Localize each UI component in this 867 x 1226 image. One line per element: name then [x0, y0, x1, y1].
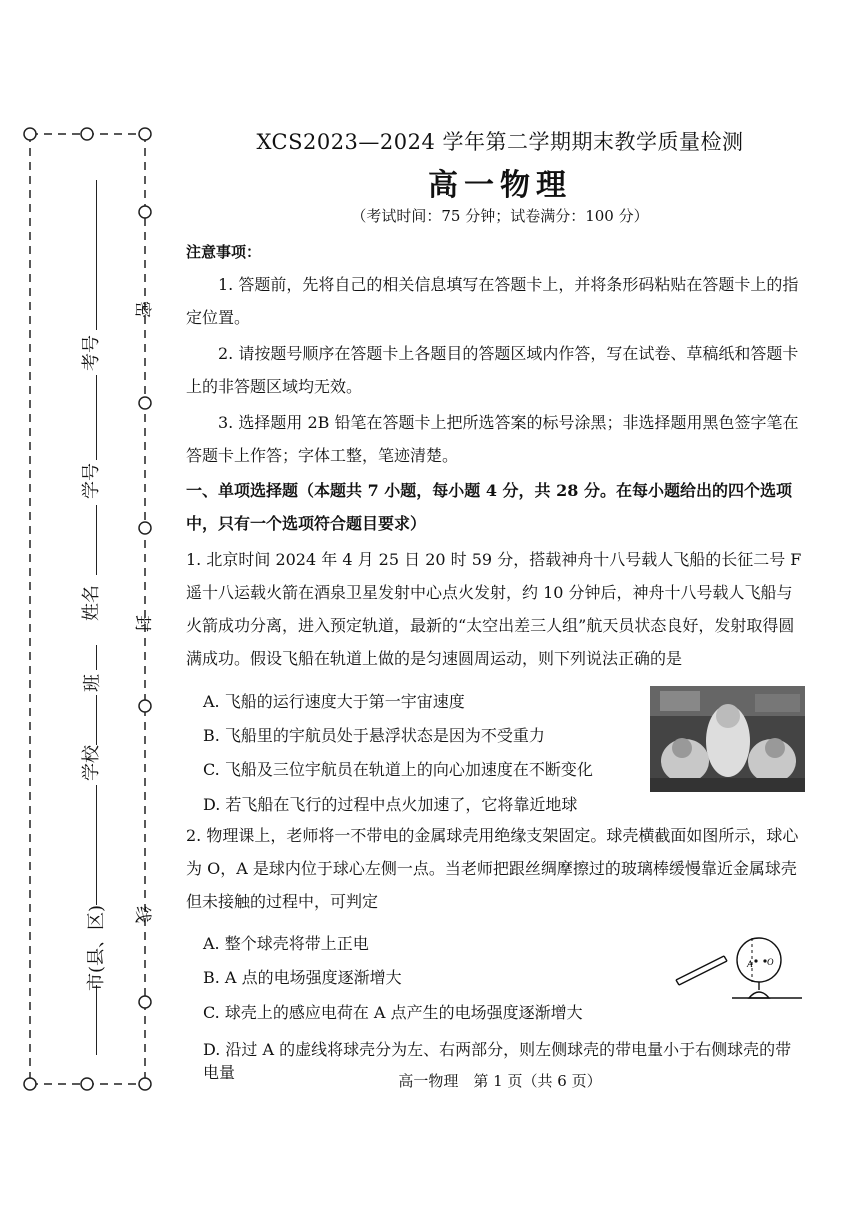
- field-city-county: 市(县、区): [86, 904, 108, 992]
- q2-option-c: C. 球壳上的感应电荷在 A 点产生的电场强度逐渐增大: [203, 1003, 583, 1022]
- field-exam-number: 考号: [81, 335, 102, 371]
- seal-word-xian: 线: [132, 906, 152, 923]
- seal-word-mi: 密: [132, 301, 152, 318]
- astronaut-photo: [650, 686, 805, 792]
- q2-option-a: A. 整个球壳将带上正电: [203, 934, 369, 953]
- exam-title: XCS2023—2024 学年第二学期期末教学质量检测: [256, 130, 744, 154]
- seal-word-feng: 封: [132, 615, 152, 632]
- q1-option-c: C. 飞船及三位宇航员在轨道上的向心加速度在不断变化: [203, 760, 593, 779]
- question-1-stem: 1. 北京时间 2024 年 4 月 25 日 20 时 59 分，搭载神舟十八号载人飞船的长征二号 F 遥十八运载火箭在酒泉卫星发射中心点火发射，约 10 分钟后，神舟十八号载人飞船与火箭成功分离，进入预定轨道，最新的“太空出差三人组”航天员状态良好，发射取得圆满成功。假设飞船在轨道上做的是匀速圆周运动，则下列说法正确的是: [186, 550, 802, 668]
- q2-option-b: B. A 点的电场强度逐渐增大: [203, 968, 402, 987]
- field-school: 学校: [81, 745, 102, 781]
- field-class: 班: [82, 674, 103, 692]
- sphere-figure: [672, 930, 807, 1002]
- q1-option-d: D. 若飞船在飞行的过程中点火加速了，它将靠近地球: [203, 795, 578, 814]
- section-heading: 一、单项选择题（本题共 7 小题，每小题 4 分，共 28 分。在每小题给出的四个选项中，只有一个选项符合题目要求）: [186, 481, 792, 533]
- point-o-label: O: [767, 957, 774, 967]
- point-a-label: A: [747, 959, 753, 969]
- notices-heading: 注意事项：: [186, 243, 262, 261]
- q1-option-a: A. 飞船的运行速度大于第一宇宙速度: [203, 692, 465, 711]
- q1-option-b: B. 飞船里的宇航员处于悬浮状态是因为不受重力: [203, 726, 545, 745]
- notice-item-3: 3. 选择题用 2B 铅笔在答题卡上把所选答案的标号涂黑；非选择题用黑色签字笔在答题卡上作答；字体工整，笔迹清楚。: [186, 413, 799, 465]
- subject-title: 高一物理: [428, 168, 572, 203]
- notice-item-2: 2. 请按题号顺序在答题卡上各题目的答题区域内作答，写在试卷、草稿纸和答题卡上的非答题区域均无效。: [186, 344, 799, 396]
- exam-info: （考试时间：75 分钟；试卷满分：100 分）: [351, 207, 649, 225]
- field-student-number: 学号: [81, 463, 102, 499]
- q2-option-d: D. 沿过 A 的虚线将球壳分为左、右两部分，则左侧球壳的带电量小于右侧球壳的带电量: [203, 1040, 792, 1082]
- question-2-stem: 2. 物理课上，老师将一不带电的金属球壳用绝缘支架固定。球壳横截面如图所示，球心为 O，A 是球内位于球心左侧一点。当老师把跟丝绸摩擦过的玻璃棒缓慢靠近金属球壳但未接触的过程中，可判定: [186, 826, 799, 911]
- page-footer: 高一物理 第 1 页（共 6 页）: [398, 1072, 602, 1090]
- field-name: 姓名: [81, 585, 102, 621]
- notice-item-1: 1. 答题前，先将自己的相关信息填写在答题卡上，并将条形码粘贴在答题卡上的指定位置。: [186, 275, 799, 327]
